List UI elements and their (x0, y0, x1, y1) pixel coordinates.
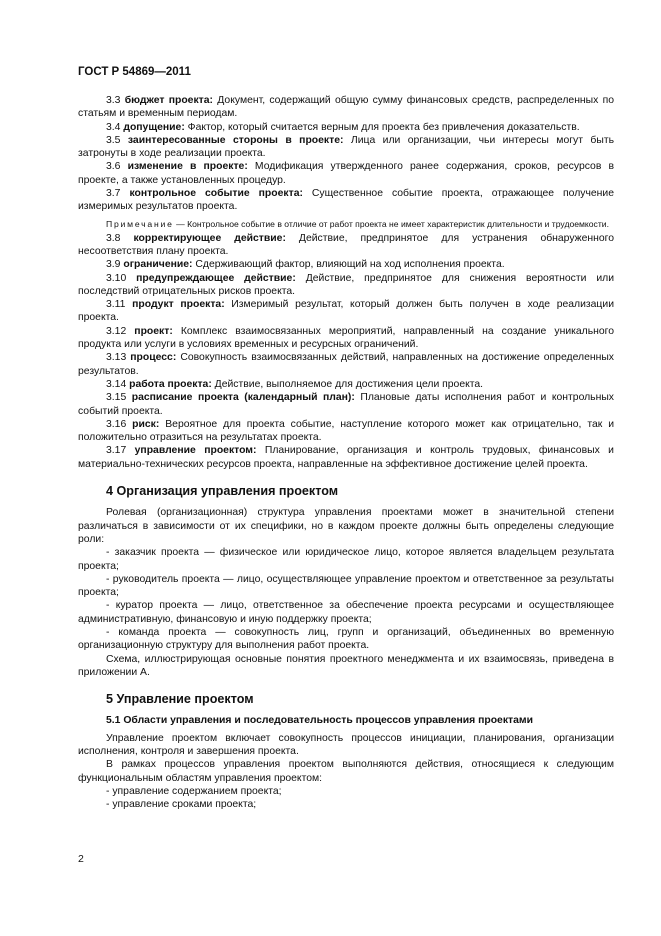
document-body (78, 94, 614, 812)
definition-item (78, 232, 614, 259)
definition-number: 3.8 (106, 232, 121, 244)
definition-item (78, 258, 614, 271)
note-text: — Контрольное событие в отличие от работ проекта не имеет характеристик длительности и трудоемкости. (173, 218, 609, 229)
paragraph: - управление сроками проекта; (106, 799, 257, 811)
definition-term: продукт проекта: (132, 299, 225, 311)
definition-number: 3.5 (106, 134, 121, 146)
definition-item (78, 121, 614, 134)
definition-term: корректирующее действие: (133, 232, 286, 244)
paragraph: Управление проектом включает совокупность процессов инициации, планирования, организации исполнения, контроля и завершения проекта. (78, 732, 614, 758)
definition-item (78, 325, 614, 352)
definition-term: ограничение: (123, 259, 193, 271)
definition-term: процесс: (130, 352, 177, 364)
paragraph: Схема, иллюстрирующая основные понятия проектного менеджмента и их взаимосвязь, приведена в приложении А. (78, 653, 614, 678)
definition-item (78, 391, 614, 418)
definition-number: 3.13 (106, 352, 127, 364)
section-4-body (78, 506, 614, 679)
note-label: Примечание (106, 218, 174, 229)
definition-term: изменение в проекте: (127, 161, 248, 173)
page-number: 2 (78, 853, 84, 865)
definition-number: 3.3 (106, 95, 121, 106)
definition-number: 3.15 (106, 392, 127, 404)
definition-item (78, 134, 614, 161)
definition-number: 3.7 (106, 188, 121, 200)
definition-number: 3.6 (106, 161, 121, 173)
subsection-5-1-title: 5.1 Области управления и последовательность процессов управления проектами (106, 715, 533, 727)
definition-term: расписание проекта (календарный план): (131, 392, 355, 404)
definition-text: Лица или организации, чьи интересы могут быть затронуты в ходе реализации проекта. (78, 134, 614, 160)
definition-term: работа проекта: (129, 378, 212, 390)
section-4-title: 4 Организация управления проектом (106, 484, 339, 499)
definition-text: Плановые даты исполнения работ и контрольных событий проекта. (78, 392, 614, 417)
definition-number: 3.10 (106, 272, 127, 284)
paragraph: - руководитель проекта — лицо, осуществляющее управление проектом и ответственное за результаты проекта; (78, 573, 614, 599)
definition-text: Комплекс взаимосвязанных мероприятий, направленный на создание уникального продукта или услуги в условиях временных и ресурсных ограничений. (78, 325, 615, 351)
definition-number: 3.9 (106, 259, 121, 271)
definition-number: 3.14 (106, 378, 127, 390)
definition-text: Фактор, который считается верным для проекта без привлечения доказательств. (184, 121, 580, 133)
definition-text: Модификация утвержденного ранее содержания, сроков, ресурсов в проекте, а также установленных процедур. (78, 161, 614, 186)
definition-text: Вероятное для проекта событие, наступление которого может как отрицательно, так и положительно отразиться на результатах проекта. (78, 418, 615, 444)
definition-item (78, 444, 614, 471)
paragraph: - куратор проекта — лицо, ответственное за обеспечение проекта ресурсами и осуществляющее административную, финансовую и иную поддержку проекта; (78, 600, 614, 625)
definition-item (78, 418, 614, 445)
definition-text: Планирование, организация и контроль трудовых, финансовых и материально-технических ресурсов проекта, направленные на эффективное достижение целей проекта. (78, 445, 614, 470)
definition-item (78, 378, 614, 391)
paragraph: Ролевая (организационная) структура управления проектами может в значительной степени различаться в зависимости от их специфики, но в каждом проекте должны быть определены следующие роли: (78, 507, 614, 545)
definition-item (78, 160, 614, 187)
definition-term: проект: (134, 325, 173, 337)
definition-text: Существенное событие проекта, отражающее получение измеримых результатов проекта. (78, 188, 614, 213)
definition-item (78, 187, 614, 214)
definition-text: Совокупность взаимосвязанных действий, направленных на достижение определенных результатов. (78, 352, 614, 377)
definition-text: Сдерживающий фактор, влияющий на ход исполнения проекта. (192, 259, 505, 271)
definitions-list-a (78, 94, 614, 214)
definition-term: контрольное событие проекта: (129, 188, 303, 200)
definition-number: 3.12 (106, 325, 127, 337)
definition-number: 3.17 (106, 445, 127, 457)
definition-term: допущение: (123, 121, 185, 133)
definition-number: 3.4 (106, 121, 121, 133)
definition-item (78, 298, 614, 325)
definition-term: управление проектом: (134, 445, 257, 457)
paragraph: В рамках процессов управления проектом выполняются действия, относящиеся к следующим функциональным областям управления проектом: (78, 759, 614, 784)
document-header: ГОСТ Р 54869—2011 (78, 66, 191, 78)
definition-text: Действие, предпринятое для снижения вероятности или последствий отрицательных рисков проекта. (78, 272, 615, 297)
section-5-body (78, 732, 614, 812)
paragraph: - заказчик проекта — физическое или юридическое лицо, которое является владельцем результата проекта; (78, 547, 614, 572)
definition-item (78, 94, 614, 121)
definition-number: 3.11 (106, 299, 126, 311)
definition-item (78, 351, 614, 378)
paragraph: - команда проекта — совокупность лиц, групп и организаций, объединенных во временную организационную структуру для выполнения работ проекта. (78, 626, 614, 652)
definition-term: предупреждающее действие: (136, 272, 296, 284)
section-5-title: 5 Управление проектом (106, 692, 254, 707)
paragraph: - управление содержанием проекта; (106, 785, 282, 797)
definition-text: Документ, содержащий общую сумму финансовых средств, распределенных по статьям и временным периодам. (78, 95, 615, 120)
definition-text: Действие, предпринятое для устранения обнаруженного несоответствия плану проекта. (78, 232, 614, 257)
definitions-list-b (78, 232, 614, 471)
definition-term: риск: (132, 418, 160, 430)
definition-text: Измеримый результат, который должен быть получен в ходе реализации проекта. (78, 299, 614, 324)
definition-term: заинтересованные стороны в проекте: (127, 134, 344, 146)
definition-text: Действие, выполняемое для достижения цели проекта. (211, 378, 484, 390)
definition-term: бюджет проекта: (124, 95, 213, 106)
definition-item (78, 272, 614, 299)
note (78, 218, 614, 230)
definition-number: 3.16 (106, 418, 127, 430)
